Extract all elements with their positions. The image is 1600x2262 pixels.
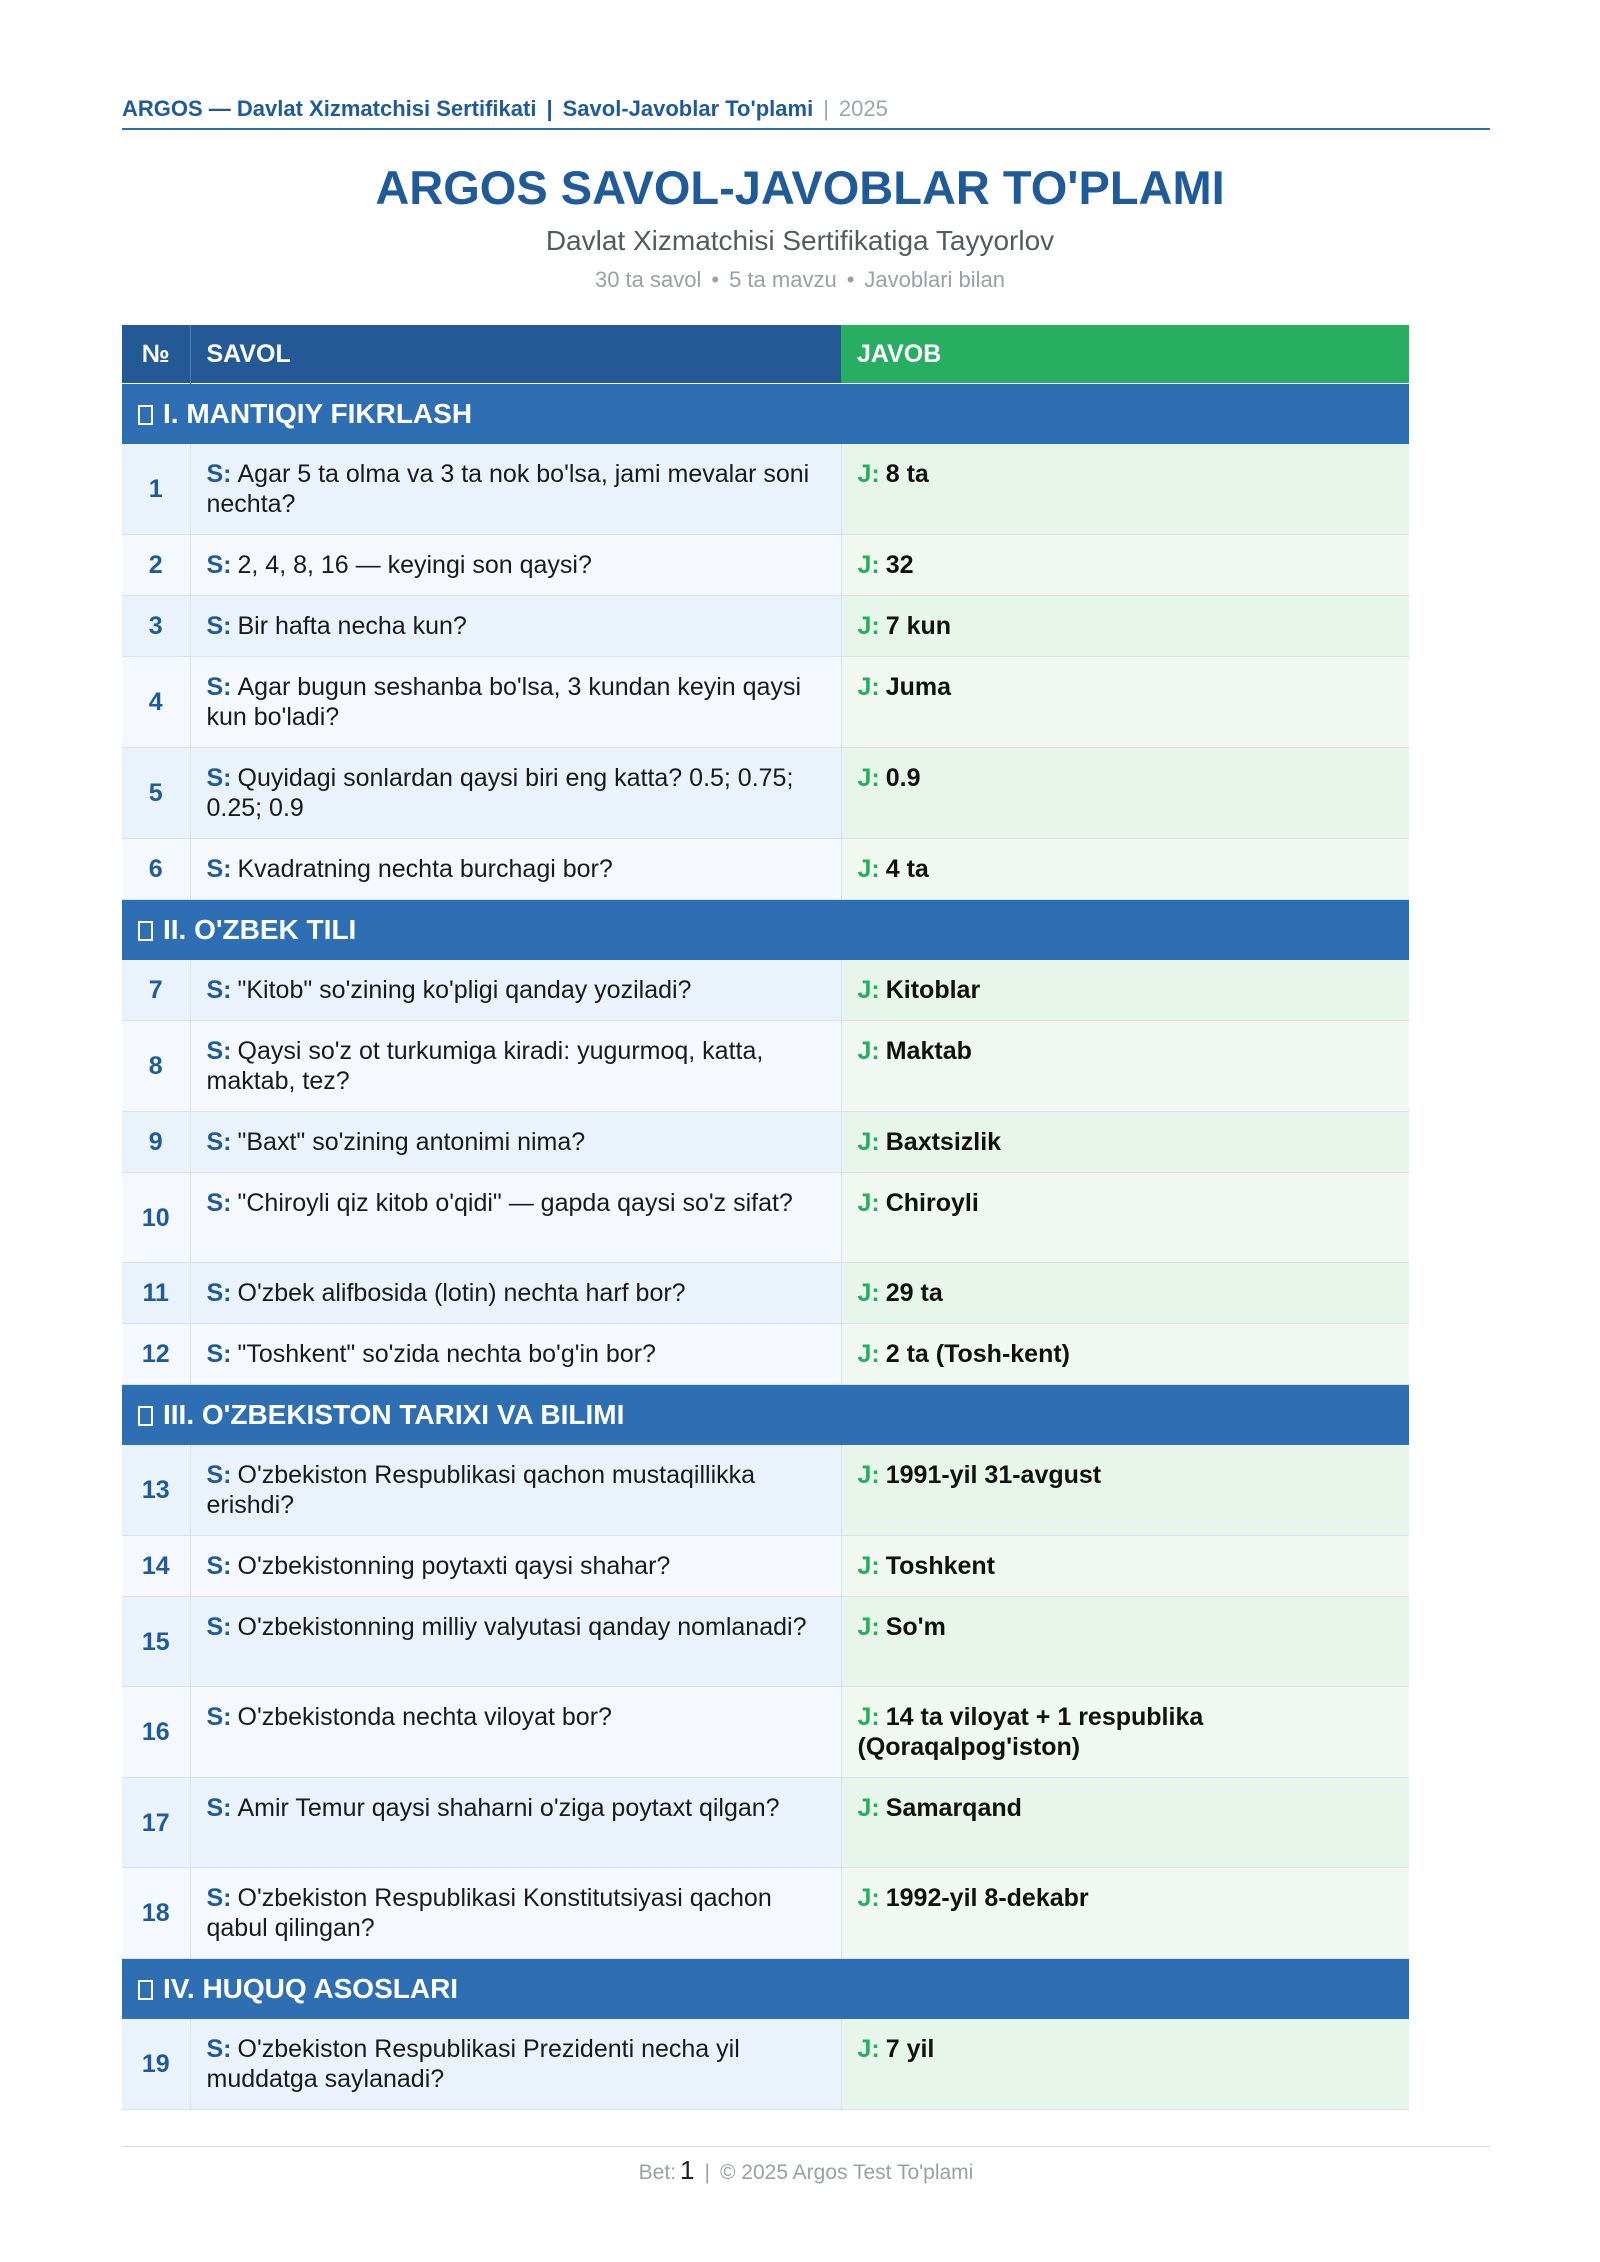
header-separator: | xyxy=(546,96,553,121)
answer-cell xyxy=(841,444,1409,535)
answer-text: Maktab xyxy=(885,1037,972,1065)
question-prefix: S: xyxy=(206,1279,232,1307)
question-cell xyxy=(190,1536,841,1597)
question-prefix: S: xyxy=(206,460,232,488)
row-number: 5 xyxy=(122,748,190,839)
table-row xyxy=(122,1112,1409,1173)
answer-cell xyxy=(841,960,1409,1021)
table-row xyxy=(122,1778,1409,1868)
row-number: 13 xyxy=(122,1445,190,1536)
meta-topic-count: 5 ta mavzu xyxy=(729,267,837,292)
footer-separator: | xyxy=(704,2161,710,2184)
section-box-icon xyxy=(138,1406,153,1426)
table-row xyxy=(122,2019,1409,2110)
row-number: 9 xyxy=(122,1112,190,1173)
question-cell xyxy=(190,1173,841,1263)
question-cell xyxy=(190,1021,841,1112)
answer-prefix: J: xyxy=(857,612,880,640)
question-prefix: S: xyxy=(206,612,232,640)
question-prefix: S: xyxy=(206,2035,232,2063)
table-row xyxy=(122,1445,1409,1536)
document-meta xyxy=(0,266,1600,294)
answer-text: Toshkent xyxy=(885,1552,995,1580)
question-text: Qaysi so'z ot turkumiga kiradi: yugurmoq, katta, maktab, tez? xyxy=(206,1037,764,1095)
answer-cell xyxy=(841,535,1409,596)
running-header xyxy=(122,96,1490,130)
question-cell xyxy=(190,1868,841,1959)
question-prefix: S: xyxy=(206,1340,232,1368)
question-prefix: S: xyxy=(206,1794,232,1822)
answer-cell xyxy=(841,1868,1409,1959)
answer-text: Chiroyli xyxy=(885,1189,979,1217)
question-cell xyxy=(190,1597,841,1687)
section-box-icon xyxy=(138,921,153,941)
question-cell xyxy=(190,444,841,535)
answer-text: 32 xyxy=(885,551,914,579)
question-cell xyxy=(190,596,841,657)
answer-prefix: J: xyxy=(857,1703,880,1731)
footer-page-number: 1 xyxy=(680,2155,695,2185)
answer-prefix: J: xyxy=(857,1128,880,1156)
column-header-answer: JAVOB xyxy=(841,325,1409,384)
table-row xyxy=(122,1021,1409,1112)
table-row xyxy=(122,1263,1409,1324)
table-row xyxy=(122,657,1409,748)
row-number: 1 xyxy=(122,444,190,535)
answer-prefix: J: xyxy=(857,1794,880,1822)
section-header-row xyxy=(122,384,1409,445)
row-number: 19 xyxy=(122,2019,190,2110)
question-cell xyxy=(190,1687,841,1778)
question-text: O'zbekiston Respublikasi qachon mustaqillikka erishdi? xyxy=(206,1461,756,1519)
answer-prefix: J: xyxy=(857,855,880,883)
section-header-row xyxy=(122,1385,1409,1446)
question-cell xyxy=(190,839,841,900)
question-prefix: S: xyxy=(206,673,232,701)
question-prefix: S: xyxy=(206,1189,232,1217)
table-header-row xyxy=(122,325,1409,384)
question-prefix: S: xyxy=(206,551,232,579)
qa-table xyxy=(122,325,1409,2110)
question-text: O'zbekistonning milliy valyutasi qanday nomlanadi? xyxy=(237,1613,807,1641)
answer-text: 7 kun xyxy=(885,612,952,640)
answer-text: So'm xyxy=(885,1613,946,1641)
meta-bullet: • xyxy=(711,267,720,292)
answer-prefix: J: xyxy=(857,673,880,701)
meta-note: Javoblari bilan xyxy=(864,267,1006,292)
table-row xyxy=(122,444,1409,535)
answer-cell xyxy=(841,1687,1409,1778)
question-cell xyxy=(190,960,841,1021)
document-subtitle: Davlat Xizmatchisi Sertifikatiga Tayyorlov xyxy=(545,225,1055,256)
question-text: Kvadratning nechta burchagi bor? xyxy=(237,855,613,883)
answer-prefix: J: xyxy=(857,551,880,579)
question-cell xyxy=(190,2019,841,2110)
row-number: 2 xyxy=(122,535,190,596)
section-box-icon xyxy=(138,1980,153,2000)
header-separator-light: | xyxy=(823,96,829,121)
question-prefix: S: xyxy=(206,976,232,1004)
question-cell xyxy=(190,748,841,839)
question-prefix: S: xyxy=(206,1613,232,1641)
answer-text: Kitoblar xyxy=(885,976,981,1004)
answer-text: 8 ta xyxy=(885,460,929,488)
question-prefix: S: xyxy=(206,1461,232,1489)
table-row xyxy=(122,839,1409,900)
question-prefix: S: xyxy=(206,1703,232,1731)
answer-text: 0.9 xyxy=(885,764,921,792)
question-text: "Chiroyli qiz kitob o'qidi" — gapda qaysi so'z sifat? xyxy=(237,1189,793,1217)
answer-cell xyxy=(841,1324,1409,1385)
row-number: 16 xyxy=(122,1687,190,1778)
question-prefix: S: xyxy=(206,1884,232,1912)
question-text: Agar 5 ta olma va 3 ta nok bo'lsa, jami mevalar soni nechta? xyxy=(206,460,810,518)
section-title: IV. HUQUQ ASOSLARI xyxy=(163,1973,459,2004)
row-number: 14 xyxy=(122,1536,190,1597)
answer-cell xyxy=(841,1445,1409,1536)
answer-prefix: J: xyxy=(857,1461,880,1489)
answer-text: 4 ta xyxy=(885,855,929,883)
section-box-icon xyxy=(138,405,153,425)
table-row xyxy=(122,960,1409,1021)
answer-prefix: J: xyxy=(857,1552,880,1580)
row-number: 3 xyxy=(122,596,190,657)
section-title: III. O'ZBEKISTON TARIXI VA BILIMI xyxy=(163,1399,625,1430)
row-number: 15 xyxy=(122,1597,190,1687)
question-cell xyxy=(190,657,841,748)
row-number: 7 xyxy=(122,960,190,1021)
qa-table-body xyxy=(122,384,1409,2110)
answer-text: 29 ta xyxy=(885,1279,943,1307)
question-text: O'zbekiston Respublikasi Prezidenti necha yil muddatga saylanadi? xyxy=(206,2035,740,2093)
section-title: II. O'ZBEK TILI xyxy=(163,914,357,945)
question-text: O'zbek alifbosida (lotin) nechta harf bor? xyxy=(237,1279,686,1307)
question-prefix: S: xyxy=(206,1552,232,1580)
row-number: 6 xyxy=(122,839,190,900)
row-number: 18 xyxy=(122,1868,190,1959)
section-header-row xyxy=(122,900,1409,961)
question-prefix: S: xyxy=(206,764,232,792)
answer-cell xyxy=(841,748,1409,839)
header-year: 2025 xyxy=(838,96,888,121)
column-header-number: № xyxy=(122,325,190,384)
row-number: 11 xyxy=(122,1263,190,1324)
footer-copyright: © 2025 Argos Test To'plami xyxy=(719,2161,974,2184)
row-number: 4 xyxy=(122,657,190,748)
row-number: 12 xyxy=(122,1324,190,1385)
answer-prefix: J: xyxy=(857,1884,880,1912)
answer-cell xyxy=(841,1778,1409,1868)
table-row xyxy=(122,596,1409,657)
table-row xyxy=(122,1324,1409,1385)
question-text: 2, 4, 8, 16 — keyingi son qaysi? xyxy=(237,551,592,579)
answer-cell xyxy=(841,1173,1409,1263)
answer-text: 7 yil xyxy=(885,2035,935,2063)
question-text: Quyidagi sonlardan qaysi biri eng katta? 0.5; 0.75; 0.25; 0.9 xyxy=(206,764,794,822)
header-section: Savol-Javoblar To'plami xyxy=(562,96,814,121)
question-prefix: S: xyxy=(206,855,232,883)
row-number: 17 xyxy=(122,1778,190,1868)
section-title-cell xyxy=(122,384,1409,445)
question-text: O'zbekistonda nechta viloyat bor? xyxy=(237,1703,612,1731)
section-title-cell xyxy=(122,900,1409,961)
question-cell xyxy=(190,1112,841,1173)
answer-prefix: J: xyxy=(857,460,880,488)
meta-bullet: • xyxy=(846,267,855,292)
table-row xyxy=(122,535,1409,596)
answer-prefix: J: xyxy=(857,1189,880,1217)
table-row xyxy=(122,1173,1409,1263)
table-row xyxy=(122,1868,1409,1959)
answer-cell xyxy=(841,2019,1409,2110)
header-brand: ARGOS — Davlat Xizmatchisi Sertifikati xyxy=(122,96,537,121)
question-text: "Kitob" so'zining ko'pligi qanday yoziladi? xyxy=(237,976,692,1004)
answer-cell xyxy=(841,596,1409,657)
question-text: O'zbekistonning poytaxti qaysi shahar? xyxy=(237,1552,671,1580)
answer-cell xyxy=(841,1536,1409,1597)
page-footer xyxy=(122,2146,1490,2186)
answer-cell xyxy=(841,1112,1409,1173)
answer-text: Baxtsizlik xyxy=(885,1128,1002,1156)
question-cell xyxy=(190,1324,841,1385)
answer-prefix: J: xyxy=(857,1613,880,1641)
answer-text: 14 ta viloyat + 1 respublika (Qoraqalpog'iston) xyxy=(857,1703,1204,1761)
question-prefix: S: xyxy=(206,1128,232,1156)
question-text: Agar bugun seshanba bo'lsa, 3 kundan keyin qaysi kun bo'ladi? xyxy=(206,673,802,731)
table-row xyxy=(122,748,1409,839)
answer-text: Samarqand xyxy=(885,1794,1022,1822)
answer-prefix: J: xyxy=(857,1279,880,1307)
title-block xyxy=(0,160,1600,294)
section-header-row xyxy=(122,1959,1409,2020)
question-cell xyxy=(190,1445,841,1536)
answer-prefix: J: xyxy=(857,1037,880,1065)
answer-cell xyxy=(841,1597,1409,1687)
question-cell xyxy=(190,1778,841,1868)
answer-cell xyxy=(841,1263,1409,1324)
column-header-question: SAVOL xyxy=(190,325,841,384)
answer-prefix: J: xyxy=(857,2035,880,2063)
section-title-cell xyxy=(122,1385,1409,1446)
table-row xyxy=(122,1687,1409,1778)
answer-text: 2 ta (Tosh-kent) xyxy=(885,1340,1070,1368)
answer-prefix: J: xyxy=(857,976,880,1004)
footer-page-label: Bet: xyxy=(638,2161,677,2184)
table-row xyxy=(122,1536,1409,1597)
answer-cell xyxy=(841,657,1409,748)
answer-text: 1991-yil 31-avgust xyxy=(885,1461,1102,1489)
question-text: "Toshkent" so'zida nechta bo'g'in bor? xyxy=(237,1340,656,1368)
question-text: Amir Temur qaysi shaharni o'ziga poytaxt qilgan? xyxy=(237,1794,780,1822)
document-title: ARGOS SAVOL-JAVOBLAR TO'PLAMI xyxy=(375,161,1225,214)
table-row xyxy=(122,1597,1409,1687)
question-cell xyxy=(190,535,841,596)
answer-cell xyxy=(841,839,1409,900)
answer-text: Juma xyxy=(885,673,952,701)
question-cell xyxy=(190,1263,841,1324)
row-number: 10 xyxy=(122,1173,190,1263)
answer-cell xyxy=(841,1021,1409,1112)
question-text: Bir hafta necha kun? xyxy=(237,612,467,640)
answer-text: 1992-yil 8-dekabr xyxy=(885,1884,1089,1912)
question-prefix: S: xyxy=(206,1037,232,1065)
answer-prefix: J: xyxy=(857,1340,880,1368)
meta-question-count: 30 ta savol xyxy=(594,267,702,292)
section-title-cell xyxy=(122,1959,1409,2020)
row-number: 8 xyxy=(122,1021,190,1112)
answer-prefix: J: xyxy=(857,764,880,792)
section-title: I. MANTIQIY FIKRLASH xyxy=(163,398,473,429)
question-text: O'zbekiston Respublikasi Konstitutsiyasi qachon qabul qilingan? xyxy=(206,1884,772,1942)
question-text: "Baxt" so'zining antonimi nima? xyxy=(237,1128,586,1156)
